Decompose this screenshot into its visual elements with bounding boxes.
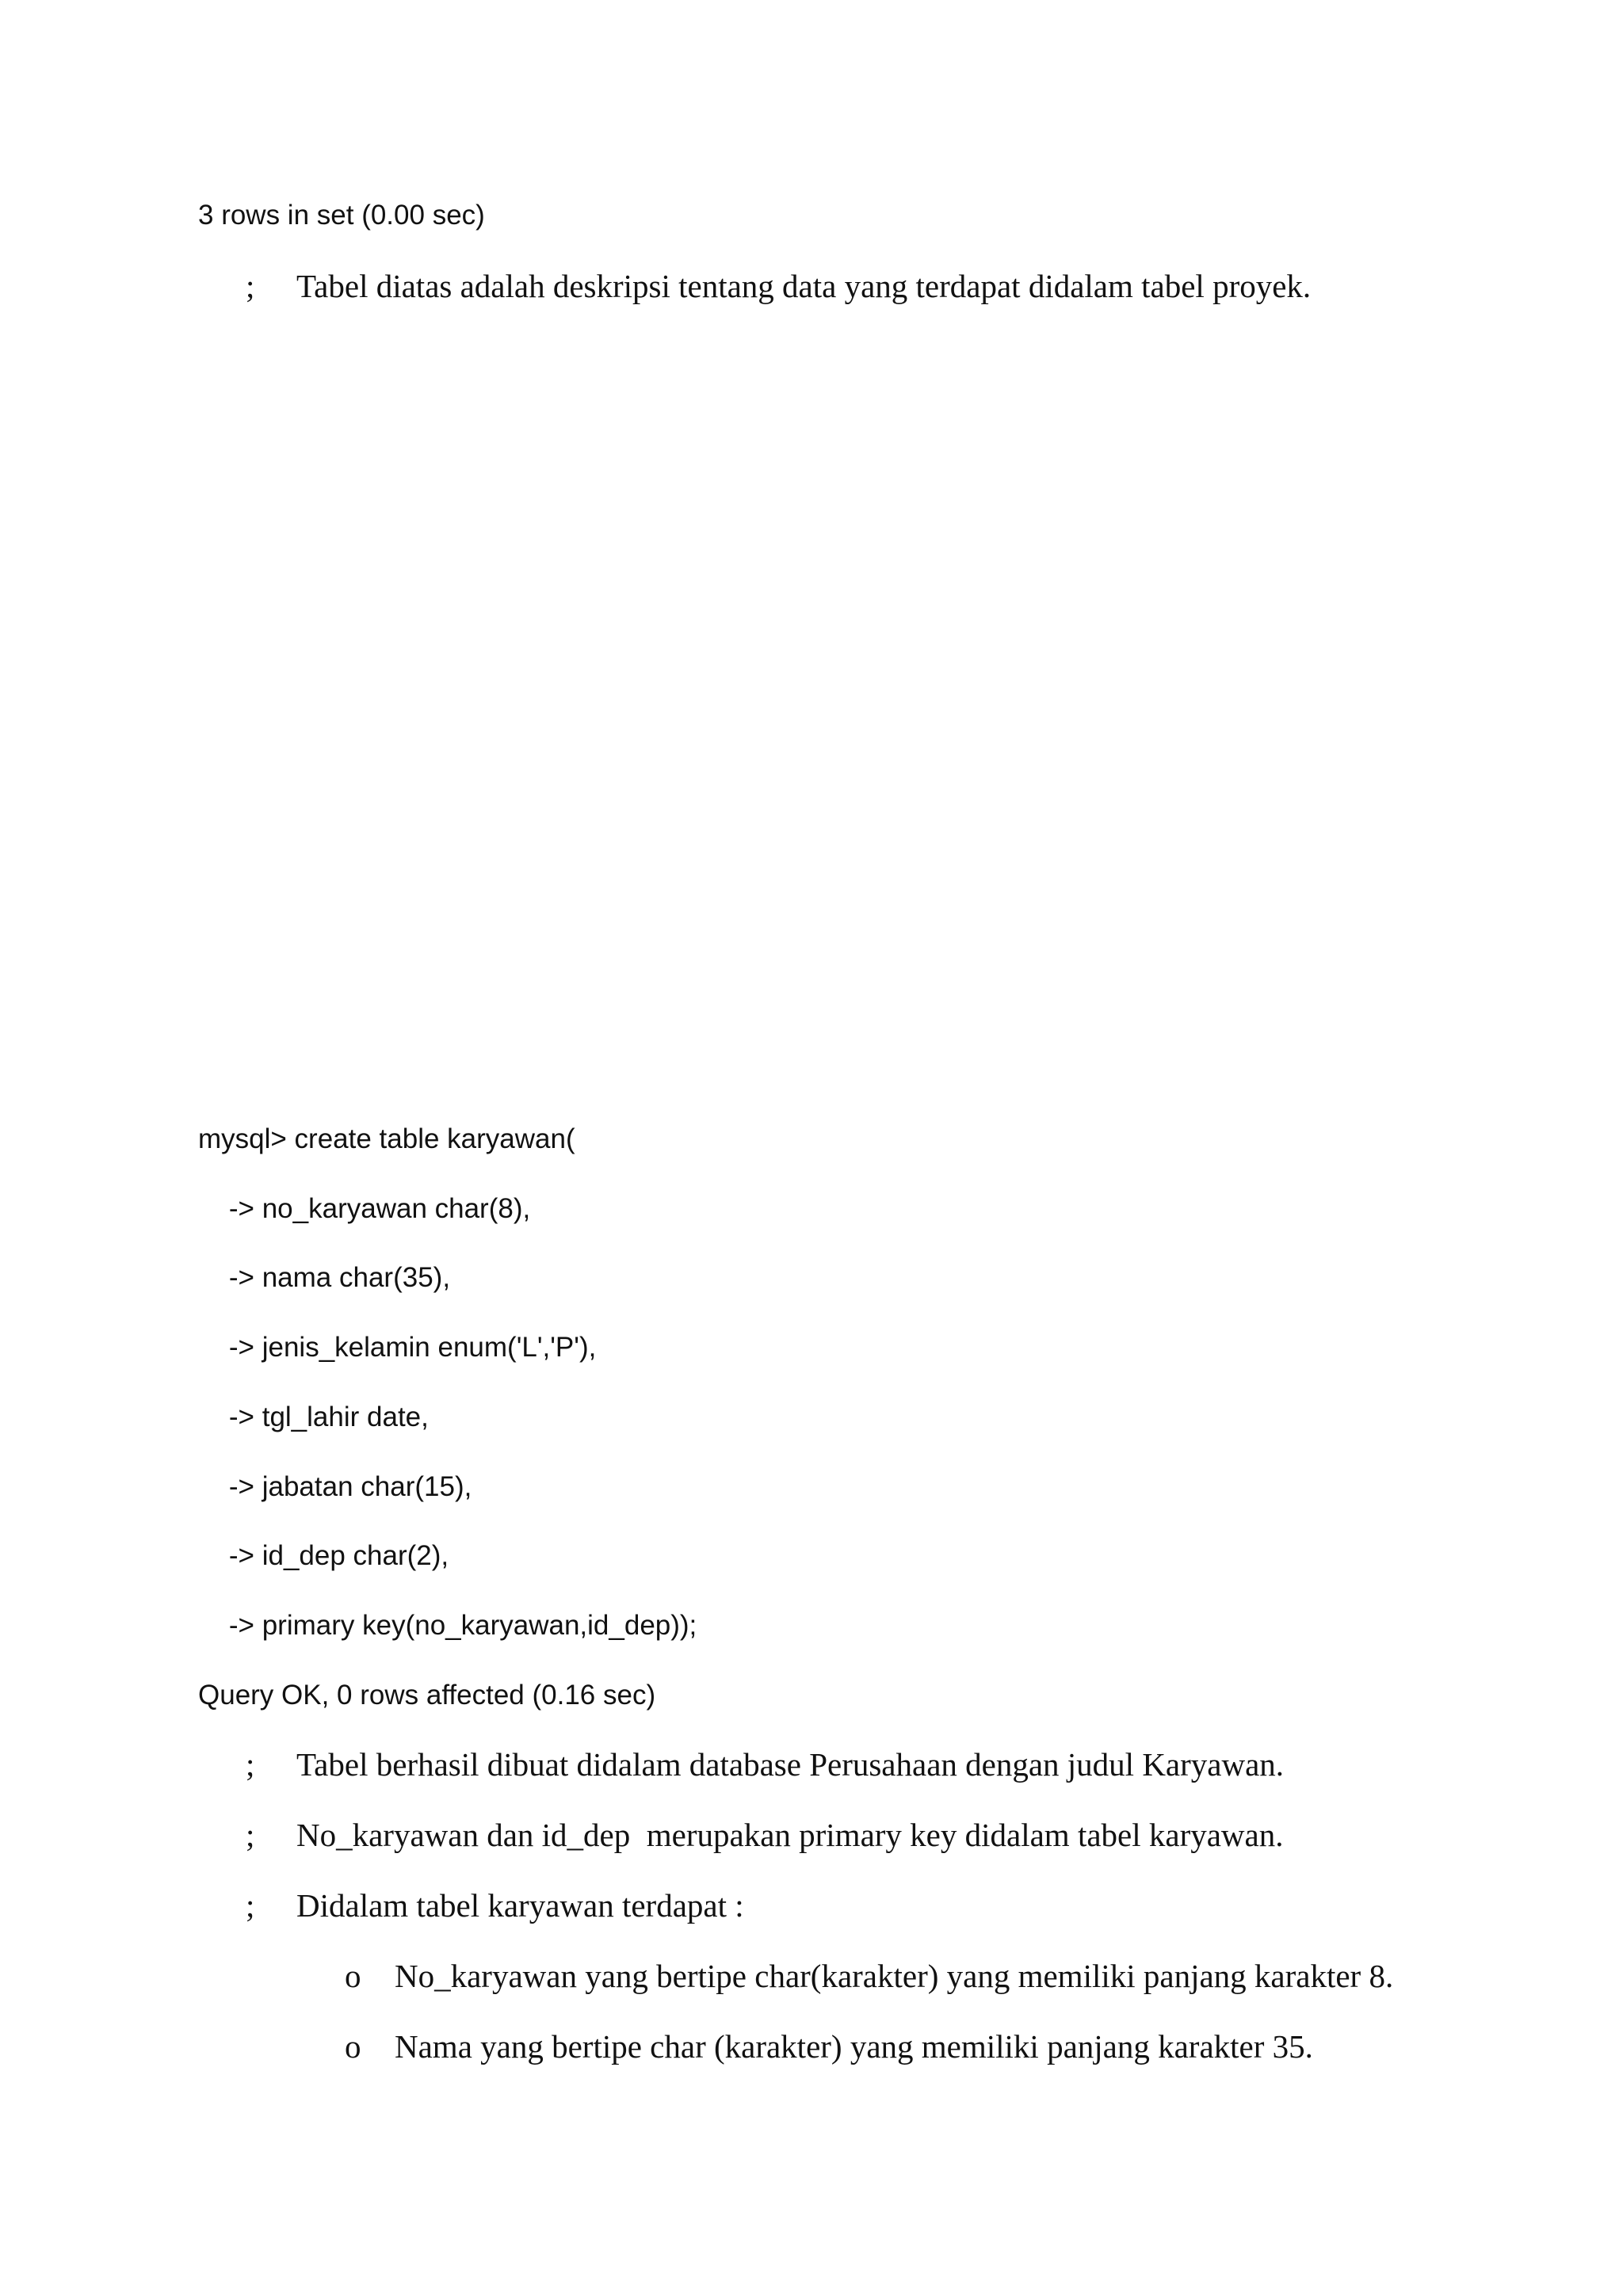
note-bullet bbox=[246, 1886, 744, 1925]
sub-bullet-text: No_karyawan yang bertipe char(karakter) yang memiliki panjang karakter 8. bbox=[395, 1958, 1394, 1994]
note-text: Tabel berhasil dibuat didalam database Perusahaan dengan judul Karyawan. bbox=[296, 1746, 1285, 1783]
sub-bullet bbox=[345, 1956, 1394, 1996]
note-text: No_karyawan dan id_dep merupakan primary key didalam tabel karyawan. bbox=[296, 1817, 1284, 1853]
sub-bullet-text: Nama yang bertipe char (karakter) yang memiliki panjang karakter 35. bbox=[395, 2028, 1313, 2065]
code-line: -> jenis_kelamin enum('L','P'), bbox=[198, 1332, 597, 1363]
code-line: -> jabatan char(15), bbox=[198, 1471, 472, 1502]
note-bullet bbox=[246, 266, 1312, 306]
bullet-marker: ; bbox=[246, 268, 255, 304]
code-line: mysql> create table karyawan( bbox=[198, 1123, 575, 1154]
code-line: -> tgl_lahir date, bbox=[198, 1402, 429, 1432]
code-line: -> no_karyawan char(8), bbox=[198, 1193, 531, 1224]
code-line: -> nama char(35), bbox=[198, 1262, 451, 1293]
code-line: -> id_dep char(2), bbox=[198, 1540, 449, 1571]
query-result-line: 3 rows in set (0.00 sec) bbox=[198, 200, 485, 231]
query-result-line: Query OK, 0 rows affected (0.16 sec) bbox=[198, 1680, 656, 1711]
note-text: Didalam tabel karyawan terdapat : bbox=[296, 1887, 744, 1924]
note-text: Tabel diatas adalah deskripsi tentang data yang terdapat didalam tabel proyek. bbox=[296, 268, 1312, 304]
note-bullet bbox=[246, 1815, 1284, 1855]
sub-bullet-marker: o bbox=[345, 2028, 361, 2065]
bullet-marker: ; bbox=[246, 1746, 255, 1783]
sub-bullet-marker: o bbox=[345, 1958, 361, 1994]
bullet-marker: ; bbox=[246, 1817, 255, 1853]
code-line: -> primary key(no_karyawan,id_dep)); bbox=[198, 1610, 697, 1641]
note-bullet bbox=[246, 1745, 1285, 1784]
bullet-marker: ; bbox=[246, 1887, 255, 1924]
sub-bullet bbox=[345, 2027, 1313, 2066]
